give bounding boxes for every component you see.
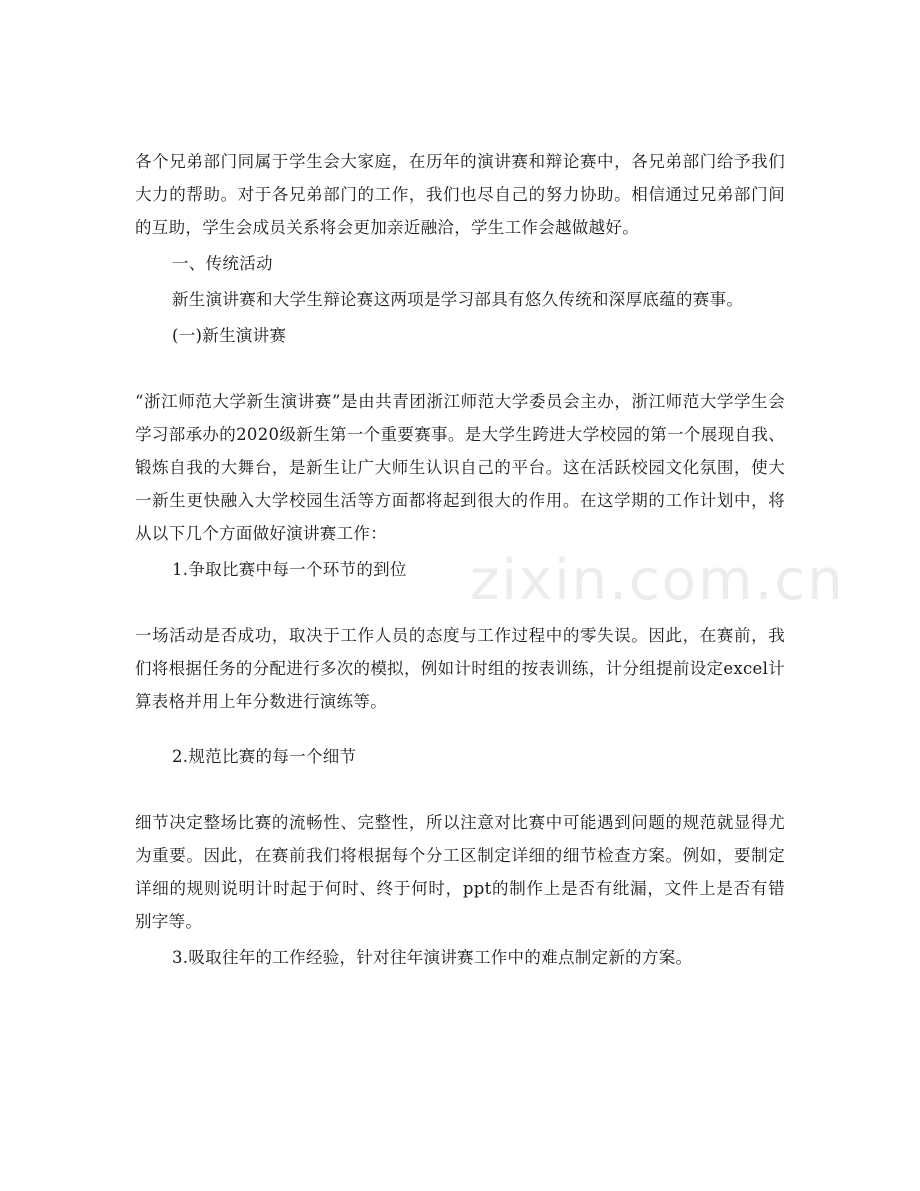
paragraph-details: 细节决定整场比赛的流畅性、完整性，所以注意对比赛中可能遇到问题的规范就显得尤为重要。因此，在赛前我们将根据每个分工区制定详细的细节检查方案。例如，要制定详细的规则说明计时起于何时、终于何时，ppt的制作上是否有纰漏，文件上是否有错别字等。 — [135, 813, 785, 931]
list-item-3: 3.吸取往年的工作经验，针对往年演讲赛工作中的难点制定新的方案。 — [172, 948, 693, 967]
paragraph-speech-contest-intro: “浙江师范大学新生演讲赛”是由共青团浙江师范大学委员会主办，浙江师范大学学生会学习部承办的2020级新生第一个重要赛事。是大学生跨进大学校园的第一个展现自我、锻炼自我的大舞台，是新生让广大师生认识自己的平台。这在活跃校园文化氛围，使大一新生更快融入大学校园生活等方面都将起到很大的作用。在这学期的工作计划中，将从以下几个方面做好演讲赛工作： — [135, 392, 785, 543]
list-item-1: 1.争取比赛中每一个环节的到位 — [172, 560, 407, 579]
paragraph-sibling-departments: 各个兄弟部门同属于学生会大家庭，在历年的演讲赛和辩论赛中，各兄弟部门给予我们大力的帮助。对于各兄弟部门的工作，我们也尽自己的努力协助。相信通过兄弟部门间的互助，学生会成员关系将会更加亲近融洽，学生工作会越做越好。 — [135, 152, 785, 237]
document-body — [135, 145, 785, 974]
watermark: zixin.com.cn — [470, 548, 845, 613]
list-item-2: 2.规范比赛的每一个细节 — [172, 747, 357, 766]
section-heading-traditional-activities: 一、传统活动 — [172, 254, 273, 273]
paragraph-zero-error: 一场活动是否成功，取决于工作人员的态度与工作过程中的零失误。因此，在赛前，我们将根据任务的分配进行多次的模拟，例如计时组的按表训练，计分组提前设定excel计算表格并用上年分数进行演练等。 — [135, 626, 785, 711]
subsection-heading-freshman-speech: (一)新生演讲赛 — [172, 326, 287, 345]
paragraph-traditional-events: 新生演讲赛和大学生辩论赛这两项是学习部具有悠久传统和深厚底蕴的赛事。 — [172, 290, 744, 309]
